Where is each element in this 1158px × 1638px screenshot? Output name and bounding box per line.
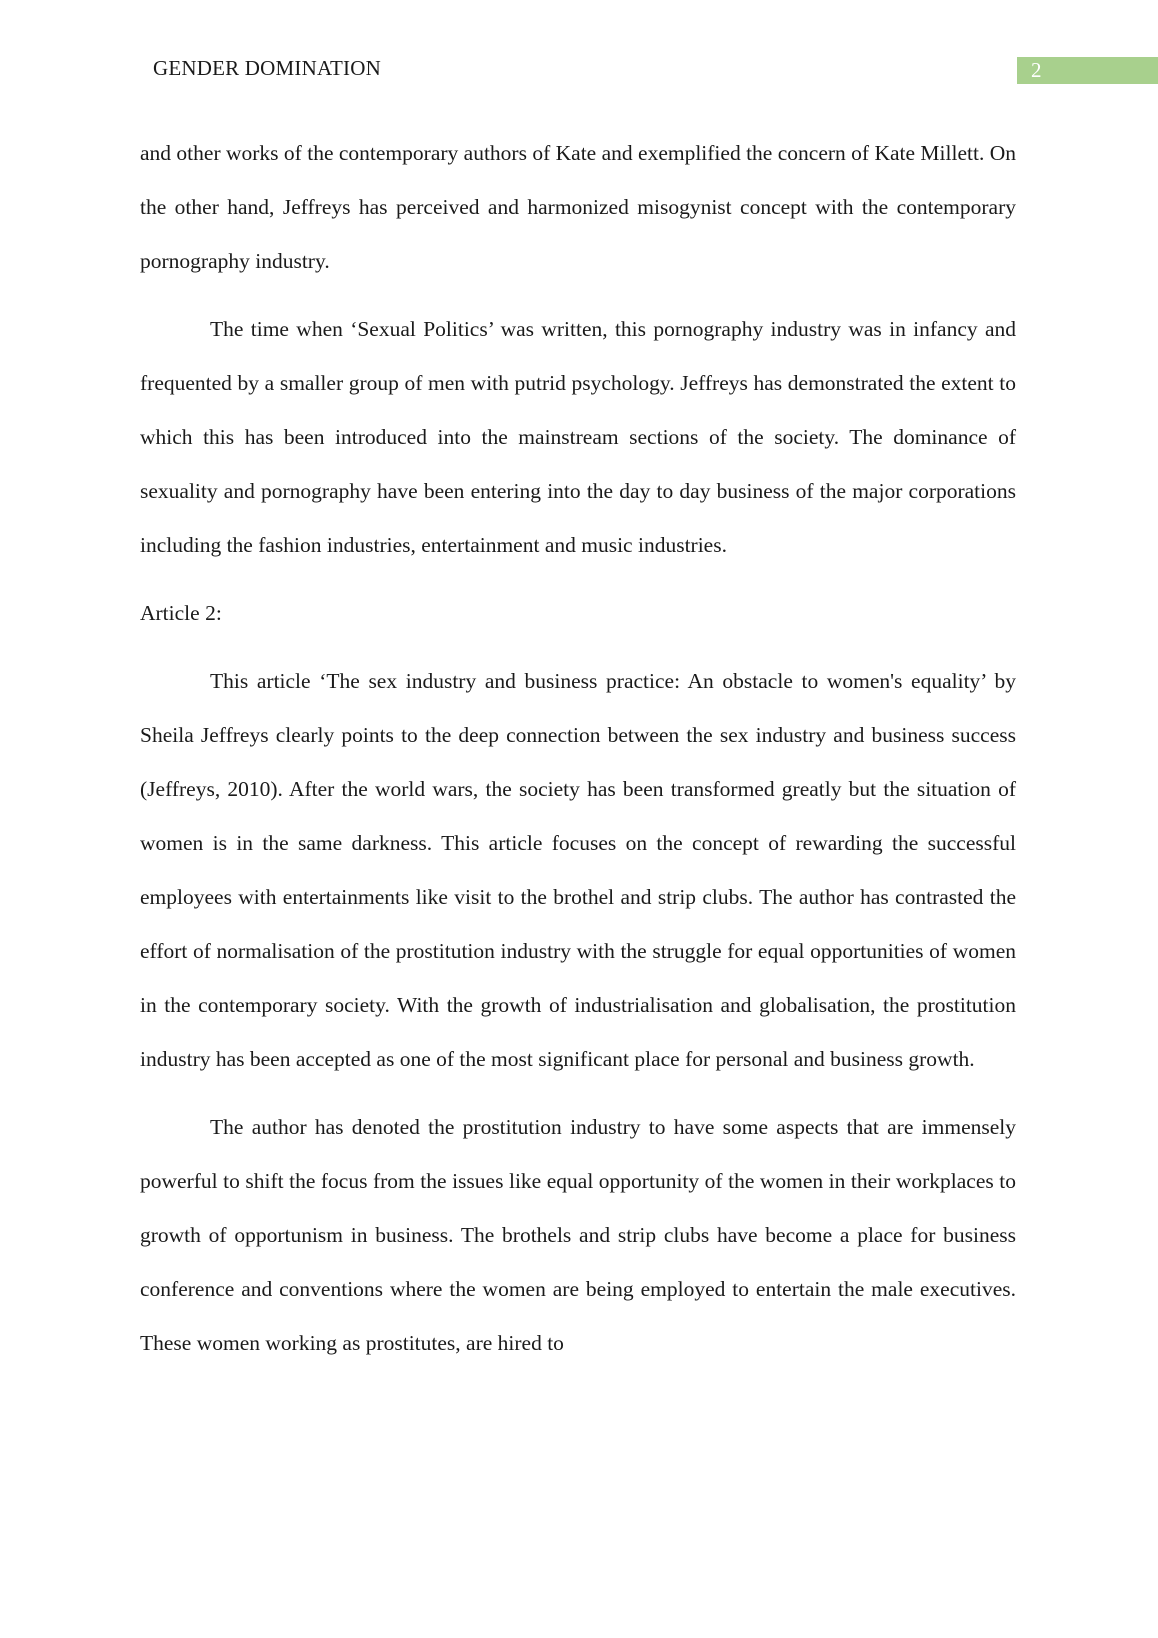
paragraph-1: and other works of the contemporary authors of Kate and exemplified the concern of Kate Millett. On the other hand, Jeffreys has perceived and harmonized misogynist concept with the contemporary pornography industry. (140, 141, 1016, 273)
section-heading-article-2: Article 2: (140, 601, 222, 625)
paragraph-4: The author has denoted the prostitution industry to have some aspects that are immensely powerful to shift the focus from the issues like equal opportunity of the women in their workplaces to growth of opportunism in business. The brothels and strip clubs have become a place for business conference and conventions where the women are being employed to entertain the male executives. These women working as prostitutes, are hired to (140, 1115, 1016, 1355)
paragraph-3: This article ‘The sex industry and business practice: An obstacle to women's equality’ by Sheila Jeffreys clearly points to the deep connection between the sex industry and business success (Jeffreys, 2010). After the world wars, the society has been transformed greatly but the situation of women is in the same darkness. This article focuses on the concept of rewarding the successful employees with entertainments like visit to the brothel and strip clubs. The author has contrasted the effort of normalisation of the prostitution industry with the struggle for equal opportunities of women in the contemporary society. With the growth of industrialisation and globalisation, the prostitution industry has been accepted as one of the most significant place for personal and business growth. (140, 669, 1016, 1071)
page-number: 2 (1031, 58, 1042, 82)
page-number-badge (1017, 57, 1158, 84)
body-text (140, 126, 1016, 1370)
paragraph-2: The time when ‘Sexual Politics’ was written, this pornography industry was in infancy and frequented by a smaller group of men with putrid psychology. Jeffreys has demonstrated the extent to which this has been introduced into the mainstream sections of the society. The dominance of sexuality and pornography have been entering into the day to day business of the major corporations including the fashion industries, entertainment and music industries. (140, 317, 1016, 557)
running-head-title: GENDER DOMINATION (153, 56, 381, 80)
